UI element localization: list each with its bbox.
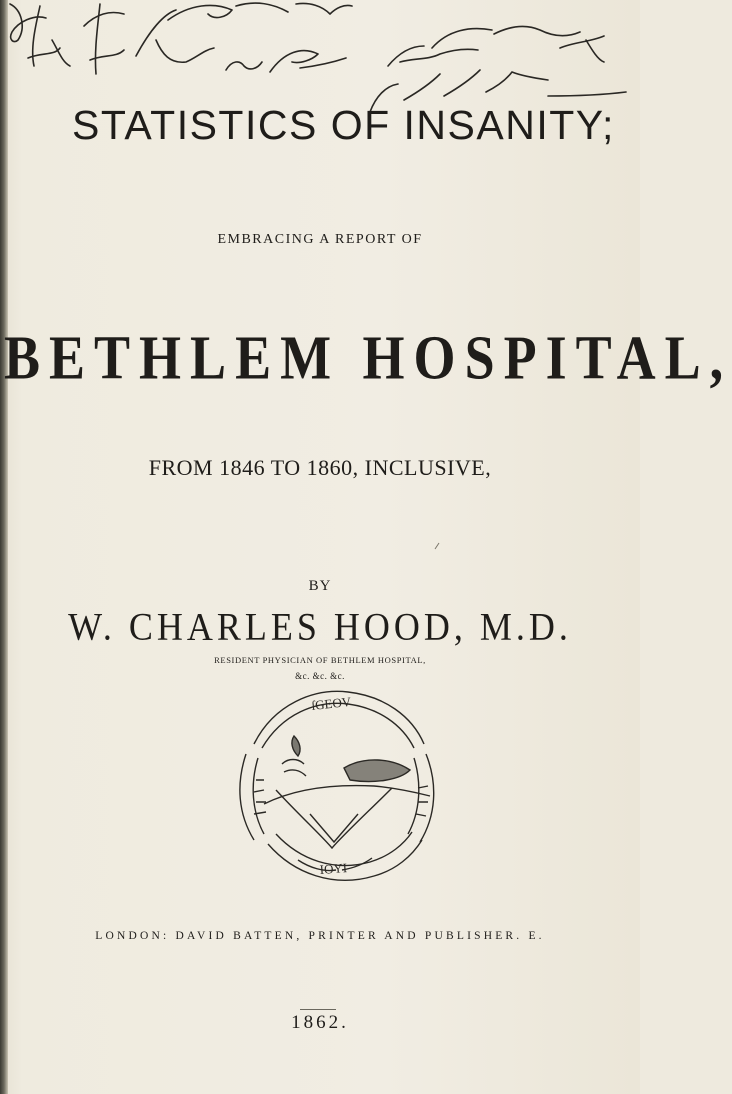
byline-by: BY [308,578,332,594]
ink-speck-icon [434,537,440,555]
book-title: STATISTICS OF INSANITY; [72,102,615,148]
date-rule [300,1009,336,1010]
svg-text:ſGEOV: ſGEOV [310,693,352,713]
date-range: FROM 1846 TO 1860, INCLUSIVE, [148,455,492,480]
author-name: W. CHARLES HOOD, M.D. [68,604,572,649]
library-stamp-icon [224,684,448,890]
subtitle: EMBRACING A REPORT OF [217,232,423,247]
author-etc: &c. &c. &c. [295,671,345,681]
imprint-line: LONDON: DAVID BATTEN, PRINTER AND PUBLISHER. E. [95,930,545,942]
svg-text:IOYI: IOYI [319,860,348,877]
publication-year: 1862. [291,1012,349,1033]
manuscript-inscription-icon [0,0,640,110]
institution-name: BETHLEM HOSPITAL, [4,323,732,393]
author-role: RESIDENT PHYSICIAN OF BETHLEM HOSPITAL, [214,655,426,665]
